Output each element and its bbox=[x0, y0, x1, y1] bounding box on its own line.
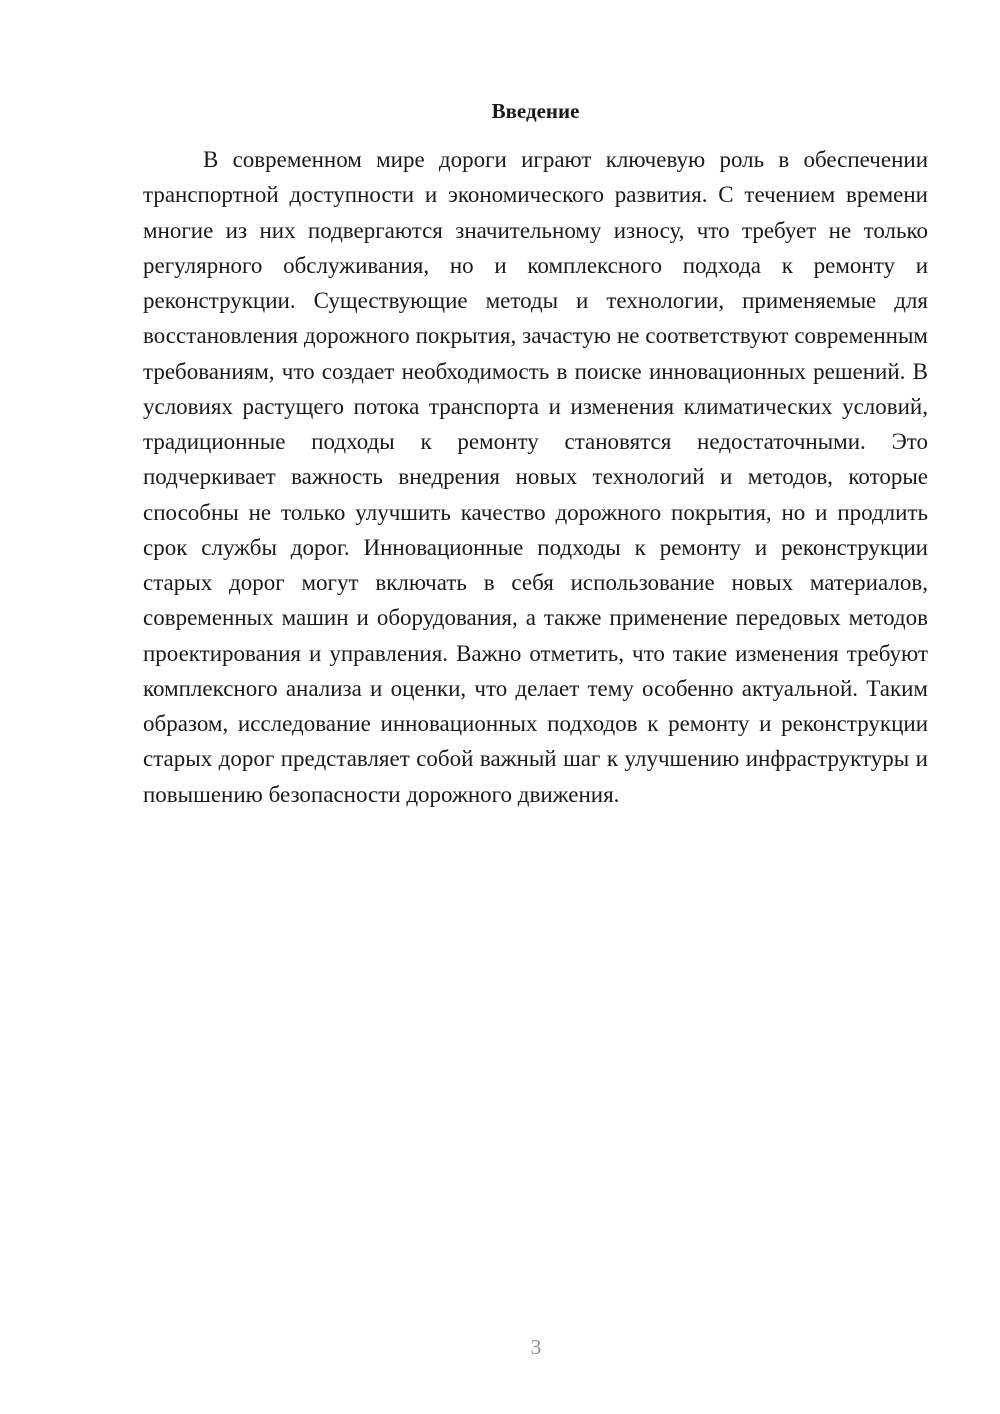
page-number: 3 bbox=[530, 1335, 542, 1359]
section-heading: Введение bbox=[491, 99, 580, 123]
introduction-paragraph: В современном мире дороги играют ключевую роль в обеспечении транспортной доступности и экономического развития. С течением времени многие из них подвергаются значительному износу, что требует не только регулярного обслуживания, но и комплексного подхода к ремонту и реконструкции. Существующие методы и технологии, применяемые для восстановления дорожного покрытия, зачастую не соответствуют современным требованиям, что создает необходимость в поиске инновационных решений. В условиях растущего потока транспорта и изменения климатических условий, традиционные подходы к ремонту становятся недостаточными. Это подчеркивает важность внедрения новых технологий и методов, которые способны не только улучшить качество дорожного покрытия, но и продлить срок службы дорог. Инновационные подходы к ремонту и реконструкции старых дорог могут включать в себя использование новых материалов, современных машин и оборудования, а также применение передовых методов проектирования и управления. Важно отметить, что такие изменения требуют комплексного анализа и оценки, что делает тему особенно актуальной. Таким образом, исследование инновационных подходов к ремонту и реконструкции старых дорог представляет собой важный шаг к улучшению инфраструктуры и повышению безопасности дорожного движения. bbox=[143, 147, 928, 807]
